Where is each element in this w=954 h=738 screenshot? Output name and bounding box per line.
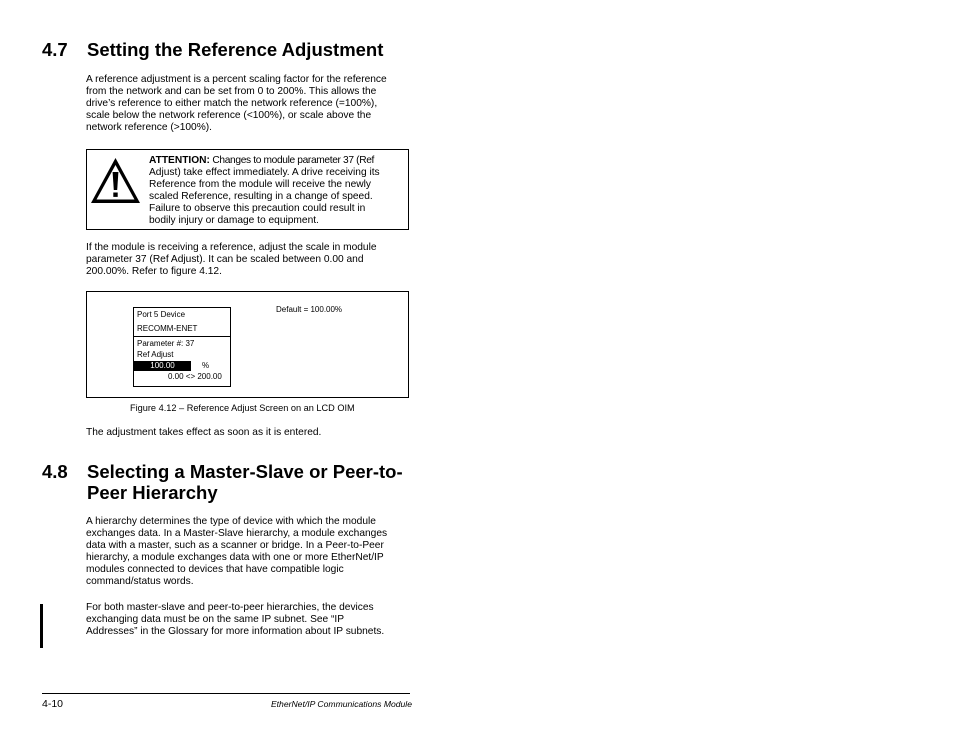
text-line: bodily injury or damage to equipment. [149, 215, 319, 227]
footer-rule [42, 693, 410, 694]
section-number-4-7: 4.7 [42, 39, 68, 60]
attention-label: ATTENTION: [149, 155, 210, 166]
lcd-parameter-name: Ref Adjust [137, 350, 174, 359]
lcd-parameter-number: Parameter #: 37 [137, 339, 195, 348]
lcd-range: 0.00 <> 200.00 [168, 372, 222, 381]
lcd-divider [133, 336, 231, 337]
lcd-unit: % [202, 361, 210, 370]
hierarchy-paragraph [86, 516, 408, 588]
attention-text [149, 155, 403, 228]
adjustment-effect-note: The adjustment takes effect as soon as it is entered. [86, 427, 322, 438]
figure-caption: Figure 4.12 – Reference Adjust Screen on an LCD OIM [130, 403, 355, 413]
section-title-4-8 [87, 461, 417, 503]
section-number-4-8: 4.8 [42, 461, 68, 482]
text-line: Reference from the module will receive the newly [149, 179, 371, 191]
attention-first-line [149, 155, 403, 167]
text-line: A reference adjustment is a percent scaling factor for the reference [86, 74, 387, 85]
default-value-note: Default = 100.00% [276, 305, 343, 314]
text-line: 200.00%. Refer to figure 4.12. [86, 266, 222, 277]
text-line: parameter 37 (Ref Adjust). It can be scaled between 0.00 and [86, 254, 364, 265]
text-line: from the network and can be set from 0 to 200%. This allows the [86, 86, 377, 97]
lcd-port-label: Port 5 Device [137, 310, 186, 319]
text-line: command/status words. [86, 576, 194, 587]
lcd-device-label: RECOMM-ENET [137, 324, 198, 333]
title-line: Selecting a Master-Slave or Peer-to- [87, 461, 403, 482]
section-title-4-7: Setting the Reference Adjustment [87, 39, 384, 60]
text-line: scale below the network reference (<100%), or scale above the [86, 110, 372, 121]
text-line: exchanges data. In a Master-Slave hierarchy, a module exchanges [86, 528, 388, 539]
text-line: For both master-slave and peer-to-peer hierarchies, the devices [86, 602, 374, 613]
text-line: modules connected to devices that have compatible logic [86, 564, 344, 575]
text-line: Adjust) take effect immediately. A drive receiving its [149, 167, 380, 179]
revision-change-bar [40, 604, 43, 648]
text-line: scaled Reference, resulting in a change of speed. [149, 191, 373, 203]
adjust-scale-paragraph [86, 242, 408, 278]
footer-document-title: EtherNet/IP Communications Module [270, 699, 412, 709]
text-line: Addresses” in the Glossary for more information about IP subnets. [86, 626, 385, 637]
text-line: drive’s reference to either match the network reference (=100%), [86, 98, 378, 109]
text-line: Failure to observe this precaution could result in [149, 203, 366, 215]
warning-exclamation-triangle-icon [88, 155, 143, 207]
text-line: network reference (>100%). [86, 122, 212, 133]
ip-subnet-paragraph [86, 602, 408, 638]
attention-first-line-rest: Changes to module parameter 37 (Ref [209, 155, 375, 166]
text-line: data with a master, such as a scanner or bridge. In a Peer-to-Peer [86, 540, 384, 551]
text-line: hierarchy, a module exchanges data with one or more EtherNet/IP [86, 552, 384, 563]
title-line: Peer Hierarchy [87, 482, 218, 503]
text-line: exchanging data must be on the same IP subnet. See “IP [86, 614, 345, 625]
text-line: If the module is receiving a reference, adjust the scale in module [86, 242, 377, 253]
reference-adjustment-intro [86, 74, 408, 134]
page-number: 4-10 [42, 698, 64, 710]
text-line: A hierarchy determines the type of device with which the module [86, 516, 376, 527]
lcd-value-highlight: 100.00 [134, 361, 191, 371]
